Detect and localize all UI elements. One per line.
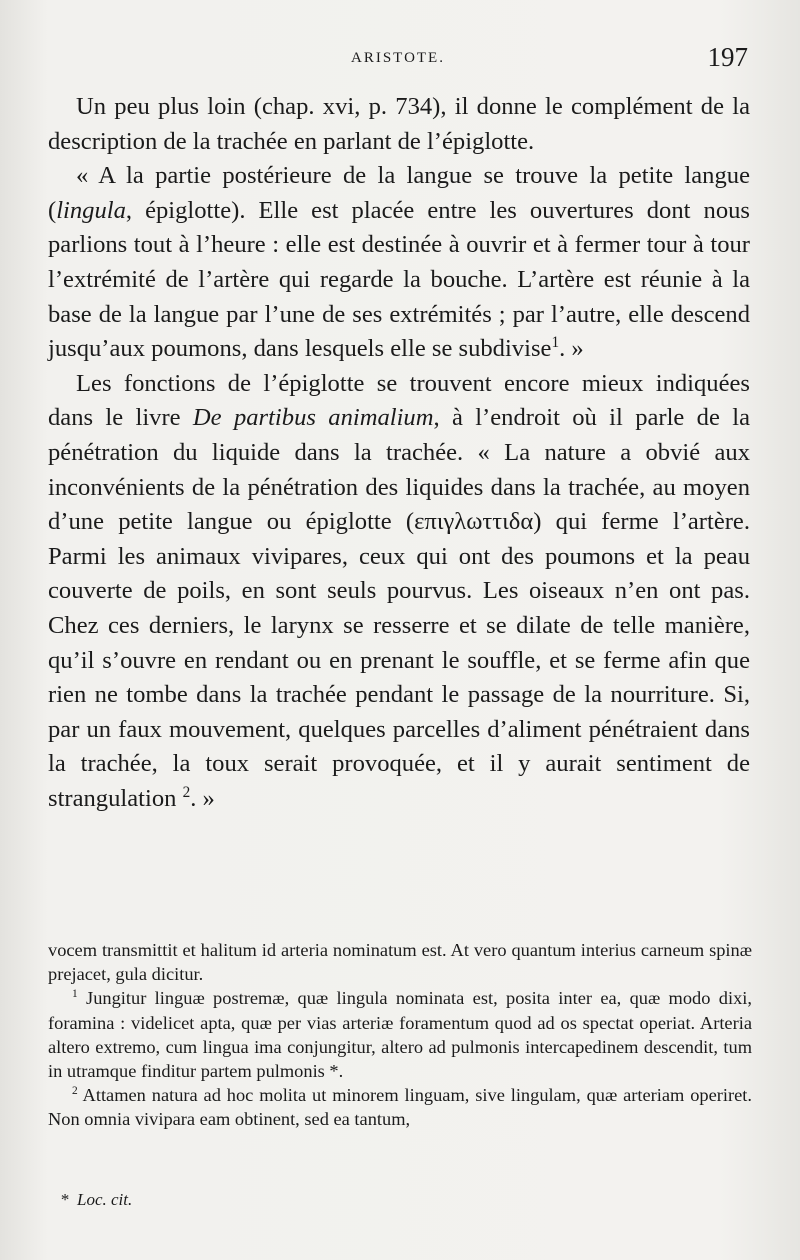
footnote-1 — [48, 986, 752, 1083]
footnote-2-text: Attamen natura ad hoc molita ut minorem linguam, sive lingulam, quæ arteriam operiret. Non omnia vivipara eam obtinent, sed ea tantum, — [48, 1085, 752, 1130]
body-text — [48, 90, 750, 816]
footnote-1-mark: 1 — [72, 988, 78, 1001]
paragraph-2-end: , épiglotte). Elle est placée entre les ouvertures dont nous parlions tout à l’heure : elle est destinée à ouvrir et à fermer tour à tour l’extrémité de l’artère qui regarde la bouche. L’artère est réunie à la base de la langue par l’une de ses extrémités ; par l’autre, elle descend jusqu’aux poumons, dans lesquels elle se subdivise — [48, 196, 750, 363]
reference-note — [60, 1190, 132, 1210]
footnote-2 — [48, 1083, 752, 1131]
footnote-2-mark: 2 — [72, 1085, 78, 1098]
running-title: ARISTOTE. — [351, 50, 445, 66]
paragraph-2-close: . » — [559, 335, 584, 363]
reference-text: Loc. cit. — [77, 1190, 133, 1209]
paragraph-1-text: Un peu plus loin (chap. xvi, p. 734), il donne le complément de la description de la trachée en parlant de l’épiglotte. — [48, 93, 750, 155]
paragraph-2 — [48, 159, 750, 367]
paragraph-3-close: . » — [190, 784, 215, 812]
paragraph-2-italic: lingula — [56, 196, 126, 224]
footnote-1-text: Jungitur linguæ postremæ, quæ lingula nominata est, posita inter ea, quæ modo dixi, foramina : videlicet apta, quæ per vias arteriæ foramentum quod ad os spectat operiat. Arteria altero extremo, cum lingua ima conjungitur, altero ad pulmonis intercapedinem descendit, tum in utramque finditur partem pulmonis *. — [48, 988, 752, 1082]
footnote-ref-1: 1 — [551, 333, 560, 351]
reference-star: * — [60, 1190, 69, 1209]
paragraph-3 — [48, 367, 750, 817]
paragraph-1 — [48, 90, 750, 159]
paragraph-3-end: , à l’endroit où il parle de la pénétration du liquide dans la trachée. « La nature a obvié aux inconvénients de la pénétration des liquides dans la trachée, au moyen d’une petite langue ou épiglotte (επιγλωττιδα) qui ferme l’artère. Parmi les animaux vivipares, ceux qui ont des poumons et la peau couverte de poils, en sont seuls pourvus. Les oiseaux n’en ont pas. Chez ces derniers, le larynx se resserre et se dilate de telle manière, qu’il s’ouvre en rendant ou en prenant le souffle, et se ferme afin que rien ne tombe dans la trachée pendant le passage de la nourriture. Si, par un faux mouvement, quelques parcelles d’aliment pénétraient dans la trachée, la toux serait provoquée, et il y aurait sentiment de strangulation — [48, 404, 750, 812]
paragraph-3-start: Les fonctions de l’épiglotte se trouvent encore mieux indiquées dans le livre — [48, 369, 750, 432]
page-number: 197 — [707, 42, 748, 72]
footnotes — [48, 938, 752, 1132]
footnote-ref-2: 2 — [182, 783, 191, 801]
page-header — [48, 40, 748, 76]
paragraph-3-italic: De partibus animalium — [192, 404, 434, 432]
footnote-continued: vocem transmittit et halitum id arteria nominatum est. At vero quantum interius carneum spinæ prejacet, gula dicitur. — [48, 940, 752, 985]
paragraph-2-start: « A la partie postérieure de la langue se trouve la petite langue ( — [48, 162, 750, 224]
